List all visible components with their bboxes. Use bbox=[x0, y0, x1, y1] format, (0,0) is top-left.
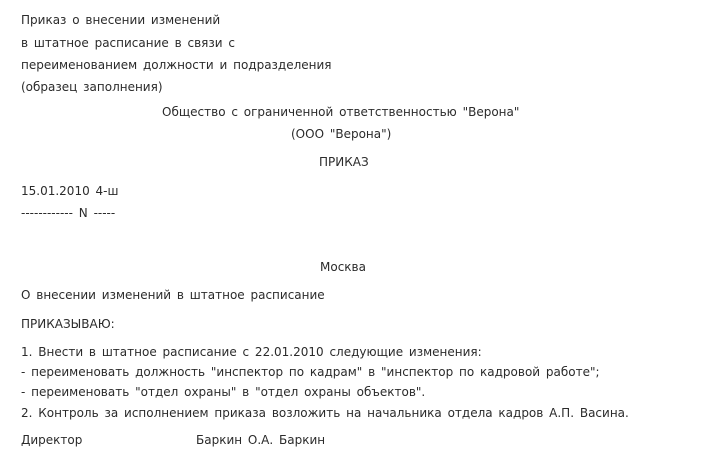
organization-short-name: (ООО "Верона") bbox=[291, 127, 392, 141]
order-item-1: 1. Внести в штатное расписание с 22.01.2010 следующие изменения: bbox=[21, 345, 482, 359]
signature-position: Директор bbox=[21, 433, 83, 447]
order-item-1a: - переименовать должность "инспектор по кадрам" в "инспектор по кадровой работе"; bbox=[21, 365, 600, 379]
city: Москва bbox=[320, 260, 366, 274]
signature-name: Баркин О.А. Баркин bbox=[196, 433, 326, 447]
header-line-1: Приказ о внесении изменений bbox=[21, 13, 221, 27]
order-title: ПРИКАЗ bbox=[319, 155, 369, 169]
order-item-2: 2. Контроль за исполнением приказа возложить на начальника отдела кадров А.П. Васина. bbox=[21, 406, 629, 420]
organization-full-name: Общество с ограниченной ответственностью "Верона" bbox=[162, 105, 520, 119]
order-date-number: 15.01.2010 4-ш bbox=[21, 184, 119, 198]
header-line-3: переименованием должности и подразделения bbox=[21, 58, 332, 72]
header-line-4: (образец заполнения) bbox=[21, 80, 163, 94]
header-line-2: в штатное расписание в связи с bbox=[21, 36, 235, 50]
order-subject: О внесении изменений в штатное расписание bbox=[21, 288, 325, 302]
order-item-1b: - переименовать "отдел охраны" в "отдел охраны объектов". bbox=[21, 385, 426, 399]
order-directive: ПРИКАЗЫВАЮ: bbox=[21, 317, 115, 331]
order-number-blank-line: ------------ N ----- bbox=[21, 206, 116, 220]
